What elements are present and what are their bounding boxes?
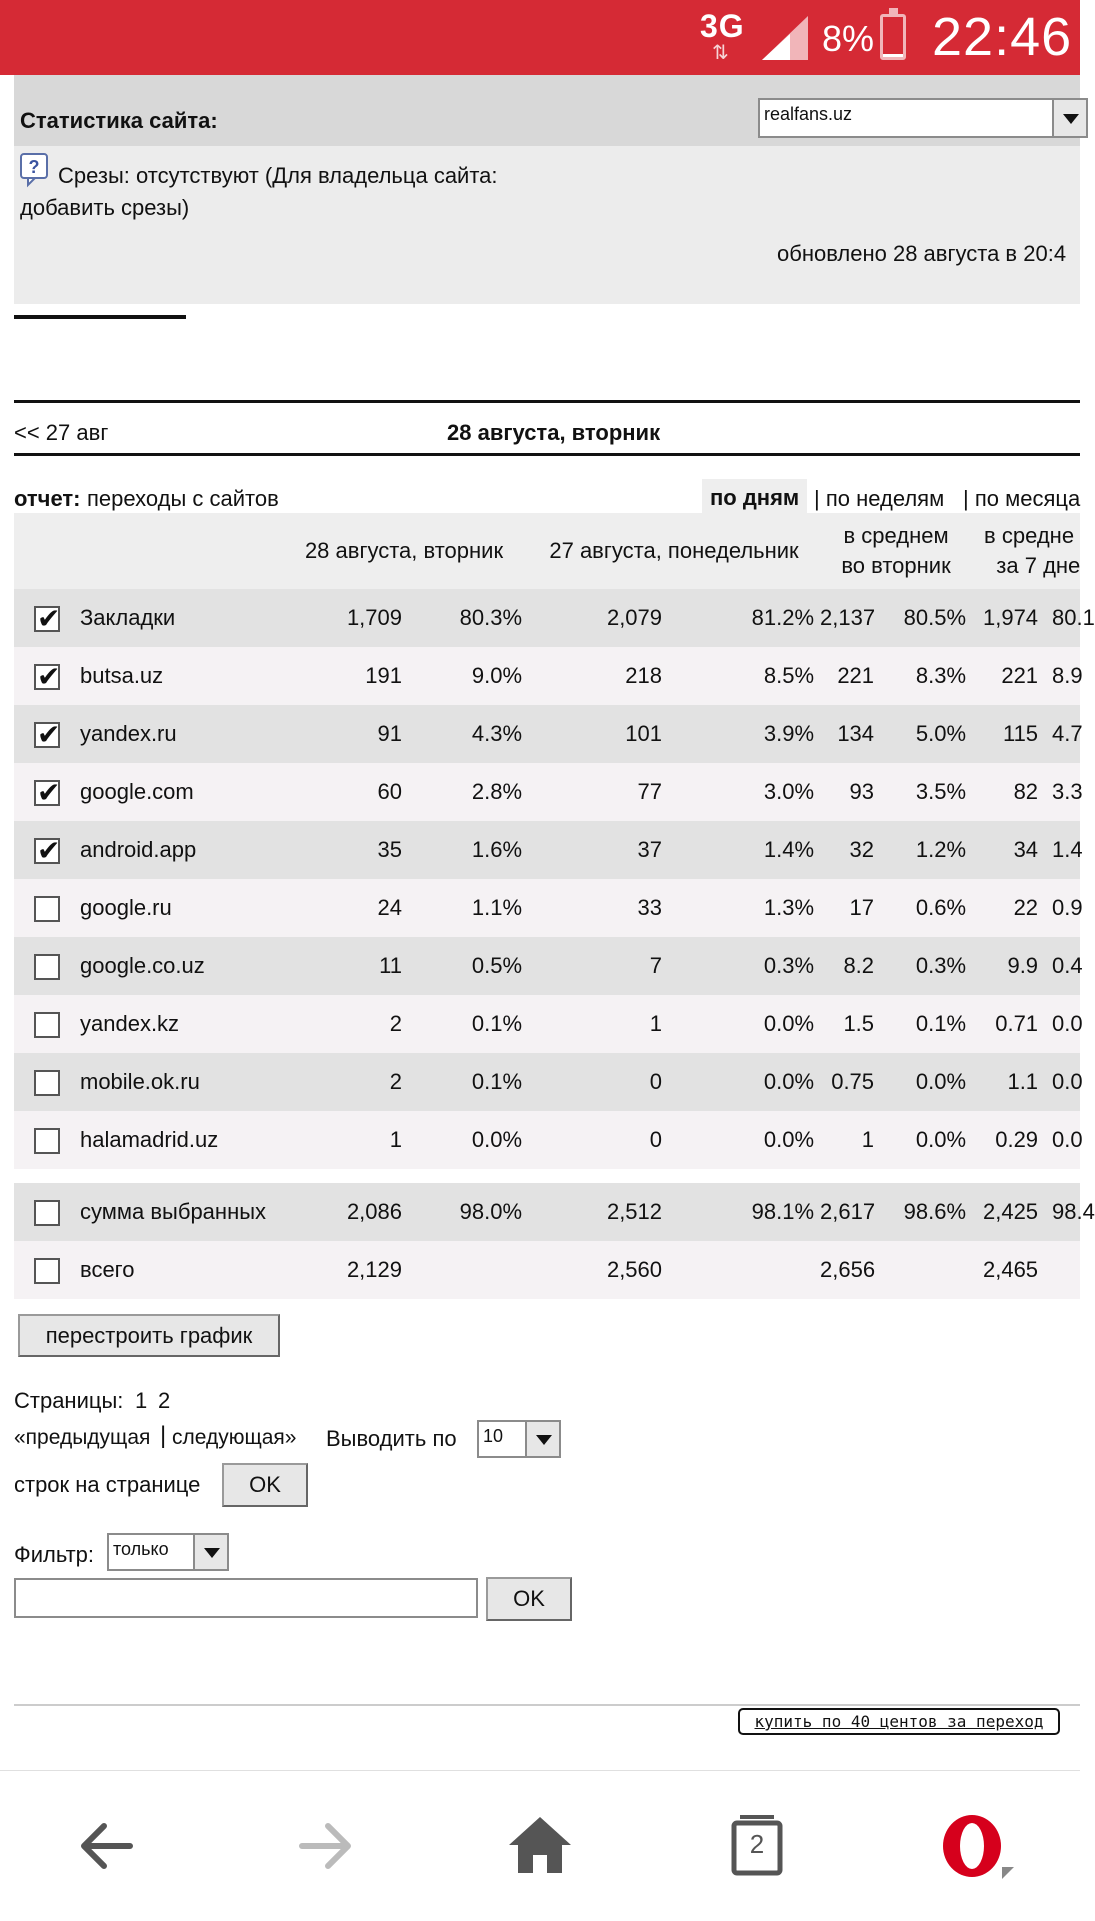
percent-avg-weekday: 98.6% (880, 1183, 972, 1241)
status-bar (0, 0, 1080, 75)
browser-nav-bar (0, 1770, 1080, 1921)
table-row (14, 1053, 1080, 1111)
report-label: отчет: (14, 486, 81, 511)
table-row (14, 705, 1080, 763)
svg-text:?: ? (28, 157, 40, 177)
percent-avg-weekday: 3.5% (880, 763, 972, 821)
percent-today: 1.1% (408, 879, 528, 937)
row-checkbox-cell (14, 1241, 80, 1299)
value-yesterday: 7 (528, 937, 668, 995)
value-avg-weekday: 32 (820, 821, 880, 879)
table-separator (14, 1169, 1080, 1183)
chevron-down-icon (1052, 100, 1086, 136)
percent-avg-7days: 0.0 (1044, 1111, 1080, 1169)
back-arrow-icon[interactable] (72, 1811, 142, 1881)
filter-ok-button[interactable]: OK (486, 1577, 572, 1621)
per-page-ok-button[interactable]: OK (222, 1463, 308, 1507)
value-yesterday: 101 (528, 705, 668, 763)
site-selector[interactable] (758, 98, 1088, 138)
value-today: 35 (280, 821, 408, 879)
value-avg-7days: 1,974 (972, 589, 1044, 647)
value-yesterday: 37 (528, 821, 668, 879)
add-slices-link[interactable]: добавить срезы) (20, 195, 190, 220)
percent-avg-7days: 0.9 (1044, 879, 1080, 937)
row-checkbox-cell (14, 995, 80, 1053)
value-avg-weekday: 17 (820, 879, 880, 937)
row-source-name: halamadrid.uz (80, 1111, 280, 1169)
network-type: 3G (700, 8, 745, 44)
percent-today (408, 1241, 528, 1299)
forward-arrow-icon[interactable] (290, 1811, 360, 1881)
row-checkbox[interactable] (34, 1200, 60, 1226)
percent-avg-weekday: 1.2% (880, 821, 972, 879)
row-checkbox[interactable] (34, 838, 60, 864)
row-source-name: butsa.uz (80, 647, 280, 705)
value-avg-7days: 1.1 (972, 1053, 1044, 1111)
battery-percent: 8% (822, 18, 875, 59)
percent-avg-weekday: 0.0% (880, 1111, 972, 1169)
value-today: 91 (280, 705, 408, 763)
percent-yesterday: 0.0% (668, 1111, 820, 1169)
percent-yesterday: 1.4% (668, 821, 820, 879)
column-header-avg-weekday[interactable]: в среднем во вторник (820, 513, 972, 589)
rows-per-page-label: строк на странице (14, 1472, 201, 1497)
value-avg-7days: 2,465 (972, 1241, 1044, 1299)
updated-timestamp: обновлено 28 августа в 20:4 (777, 241, 1067, 266)
percent-yesterday: 8.5% (668, 647, 820, 705)
table-row (14, 1111, 1080, 1169)
current-day: 28 августа, вторник (447, 420, 661, 445)
opera-menu-icon[interactable] (936, 1811, 1016, 1881)
divider (14, 453, 1080, 456)
value-avg-weekday: 0.75 (820, 1053, 880, 1111)
row-checkbox[interactable] (34, 1128, 60, 1154)
value-avg-7days: 0.71 (972, 995, 1044, 1053)
percent-avg-7days: 1.4 (1044, 821, 1080, 879)
stats-table (14, 513, 1095, 1299)
percent-avg-weekday: 0.0% (880, 1053, 972, 1111)
row-source-name: mobile.ok.ru (80, 1053, 280, 1111)
filter-label: Фильтр: (14, 1542, 95, 1567)
percent-avg-weekday: 8.3% (880, 647, 972, 705)
row-checkbox-cell (14, 647, 80, 705)
web-page[interactable] (0, 75, 1095, 1770)
home-icon[interactable] (505, 1811, 575, 1881)
percent-avg-7days: 80.1 (1044, 589, 1080, 647)
divider (14, 400, 1080, 403)
value-yesterday: 2,512 (528, 1183, 668, 1241)
value-today: 60 (280, 763, 408, 821)
percent-today: 0.1% (408, 995, 528, 1053)
percent-yesterday (668, 1241, 820, 1299)
prev-page-link[interactable]: «предыдущая (14, 1426, 151, 1449)
value-yesterday: 0 (528, 1111, 668, 1169)
chevron-down-icon (193, 1535, 227, 1569)
percent-today: 1.6% (408, 821, 528, 879)
percent-avg-7days: 0.0 (1044, 1053, 1080, 1111)
per-page-label: Выводить по (326, 1426, 457, 1451)
value-avg-7days: 22 (972, 879, 1044, 937)
value-avg-weekday: 1 (820, 1111, 880, 1169)
percent-avg-weekday: 0.3% (880, 937, 972, 995)
value-yesterday: 0 (528, 1053, 668, 1111)
percent-avg-7days: 0.4 (1044, 937, 1080, 995)
value-avg-weekday: 134 (820, 705, 880, 763)
percent-avg-weekday: 0.6% (880, 879, 972, 937)
row-checkbox[interactable] (34, 1070, 60, 1096)
divider (14, 315, 186, 319)
percent-avg-weekday (880, 1241, 972, 1299)
ad-banner[interactable]: купить по 40 центов за переход (738, 1708, 1060, 1735)
row-checkbox-cell (14, 1183, 80, 1241)
table-row (14, 1241, 1080, 1299)
help-icon[interactable] (20, 153, 50, 187)
slices-text: Срезы: отсутствуют (Для владельца сайта: (58, 163, 498, 188)
value-today: 11 (280, 937, 408, 995)
percent-today: 98.0% (408, 1183, 528, 1241)
row-checkbox-cell (14, 937, 80, 995)
filter-mode-select[interactable] (107, 1533, 229, 1571)
footer-divider (14, 1704, 1080, 1706)
percent-today: 0.5% (408, 937, 528, 995)
row-checkbox-cell (14, 763, 80, 821)
percent-today: 4.3% (408, 705, 528, 763)
row-checkbox[interactable] (34, 896, 60, 922)
value-today: 1,709 (280, 589, 408, 647)
value-today: 24 (280, 879, 408, 937)
percent-yesterday: 3.9% (668, 705, 820, 763)
percent-avg-7days: 98.4 (1044, 1183, 1080, 1241)
value-avg-7days: 0.29 (972, 1111, 1044, 1169)
table-row (14, 937, 1080, 995)
row-checkbox[interactable] (34, 606, 60, 632)
value-avg-7days: 221 (972, 647, 1044, 705)
value-avg-weekday: 2,617 (820, 1183, 880, 1241)
percent-yesterday: 0.0% (668, 1053, 820, 1111)
percent-avg-weekday: 5.0% (880, 705, 972, 763)
percent-avg-weekday: 80.5% (880, 589, 972, 647)
row-checkbox-cell (14, 879, 80, 937)
clock: 22:46 (932, 7, 1073, 67)
value-avg-7days: 34 (972, 821, 1044, 879)
value-avg-weekday: 2,656 (820, 1241, 880, 1299)
percent-yesterday: 98.1% (668, 1183, 820, 1241)
signal-icon (760, 14, 810, 62)
tabs-button[interactable] (720, 1811, 790, 1881)
report-type: переходы с сайтов (87, 486, 279, 511)
value-yesterday: 2,079 (528, 589, 668, 647)
row-source-name: Закладки (80, 589, 280, 647)
table-row (14, 763, 1080, 821)
value-avg-weekday: 221 (820, 647, 880, 705)
period-days-tab[interactable]: по дням (702, 479, 807, 517)
value-avg-weekday: 1.5 (820, 995, 880, 1053)
percent-today: 0.1% (408, 1053, 528, 1111)
row-checkbox-cell (14, 1111, 80, 1169)
value-avg-weekday: 2,137 (820, 589, 880, 647)
next-page-link[interactable]: следующая» (172, 1426, 297, 1449)
data-activity-icon: ⇅ (712, 42, 729, 64)
percent-avg-7days: 8.9 (1044, 647, 1080, 705)
value-today: 2,129 (280, 1241, 408, 1299)
row-checkbox-cell (14, 821, 80, 879)
column-header-yesterday[interactable]: 27 августа, понедельник (528, 513, 820, 589)
percent-avg-weekday: 0.1% (880, 995, 972, 1053)
table-row (14, 821, 1080, 879)
value-avg-7days: 82 (972, 763, 1044, 821)
table-row (14, 995, 1080, 1053)
percent-yesterday: 1.3% (668, 879, 820, 937)
per-page-value: 10 (483, 1426, 504, 1446)
row-checkbox-cell (14, 1053, 80, 1111)
value-yesterday: 1 (528, 995, 668, 1053)
value-avg-7days: 9.9 (972, 937, 1044, 995)
row-source-name: google.ru (80, 879, 280, 937)
chevron-down-icon (525, 1422, 559, 1456)
table-row (14, 1183, 1080, 1241)
row-source-name: yandex.kz (80, 995, 280, 1053)
row-checkbox-cell (14, 589, 80, 647)
row-source-name: google.co.uz (80, 937, 280, 995)
row-source-name: android.app (80, 821, 280, 879)
percent-avg-7days: 4.7 (1044, 705, 1080, 763)
percent-today: 2.8% (408, 763, 528, 821)
battery-icon (880, 14, 906, 60)
period-months-tab[interactable]: | по месяца (963, 486, 1081, 511)
rebuild-chart-button[interactable]: перестроить график (18, 1314, 280, 1357)
page-1-link[interactable]: 1 (135, 1388, 148, 1413)
row-checkbox[interactable] (34, 954, 60, 980)
percent-yesterday: 81.2% (668, 589, 820, 647)
site-selector-value: realfans.uz (764, 104, 853, 124)
row-checkbox[interactable] (34, 1012, 60, 1038)
row-checkbox[interactable] (34, 722, 60, 748)
value-avg-7days: 2,425 (972, 1183, 1044, 1241)
percent-avg-7days (1044, 1241, 1080, 1299)
percent-today: 80.3% (408, 589, 528, 647)
prev-day-link[interactable]: << 27 авг (14, 420, 109, 445)
filter-mode-value: только (113, 1539, 169, 1559)
value-yesterday: 2,560 (528, 1241, 668, 1299)
value-today: 2 (280, 1053, 408, 1111)
separator-cell (14, 1169, 1080, 1183)
table-row (14, 879, 1080, 937)
percent-avg-7days: 0.0 (1044, 995, 1080, 1053)
percent-today: 9.0% (408, 647, 528, 705)
row-source-name: google.com (80, 763, 280, 821)
value-avg-weekday: 8.2 (820, 937, 880, 995)
column-header-avg-7days[interactable]: в средне за 7 дне (972, 513, 1080, 589)
period-weeks-tab[interactable]: | по неделям (814, 486, 945, 511)
pagination-separator: | (160, 1422, 167, 1449)
row-checkbox-cell (14, 705, 80, 763)
pages-label: Страницы: (14, 1388, 124, 1413)
row-source-name: yandex.ru (80, 705, 280, 763)
page-2-link[interactable]: 2 (158, 1388, 171, 1413)
value-yesterday: 33 (528, 879, 668, 937)
row-checkbox[interactable] (34, 664, 60, 690)
table-header (14, 513, 1080, 589)
tabs-count: 2 (749, 1829, 765, 1859)
table-row (14, 647, 1080, 705)
value-today: 2,086 (280, 1183, 408, 1241)
row-checkbox[interactable] (34, 1258, 60, 1284)
per-page-select[interactable] (477, 1420, 561, 1458)
row-source-name: сумма выбранных (80, 1183, 280, 1241)
value-yesterday: 218 (528, 647, 668, 705)
percent-avg-7days: 3.3 (1044, 763, 1080, 821)
value-yesterday: 77 (528, 763, 668, 821)
value-today: 1 (280, 1111, 408, 1169)
value-today: 2 (280, 995, 408, 1053)
row-checkbox[interactable] (34, 780, 60, 806)
percent-yesterday: 0.0% (668, 995, 820, 1053)
percent-yesterday: 3.0% (668, 763, 820, 821)
site-stats-title: Статистика сайта: (20, 108, 218, 133)
row-source-name: всего (80, 1241, 280, 1299)
column-header-today[interactable]: 28 августа, вторник (280, 513, 528, 589)
filter-input[interactable] (14, 1578, 478, 1618)
value-avg-weekday: 93 (820, 763, 880, 821)
value-avg-7days: 115 (972, 705, 1044, 763)
table-row (14, 589, 1080, 647)
percent-today: 0.0% (408, 1111, 528, 1169)
value-today: 191 (280, 647, 408, 705)
percent-yesterday: 0.3% (668, 937, 820, 995)
